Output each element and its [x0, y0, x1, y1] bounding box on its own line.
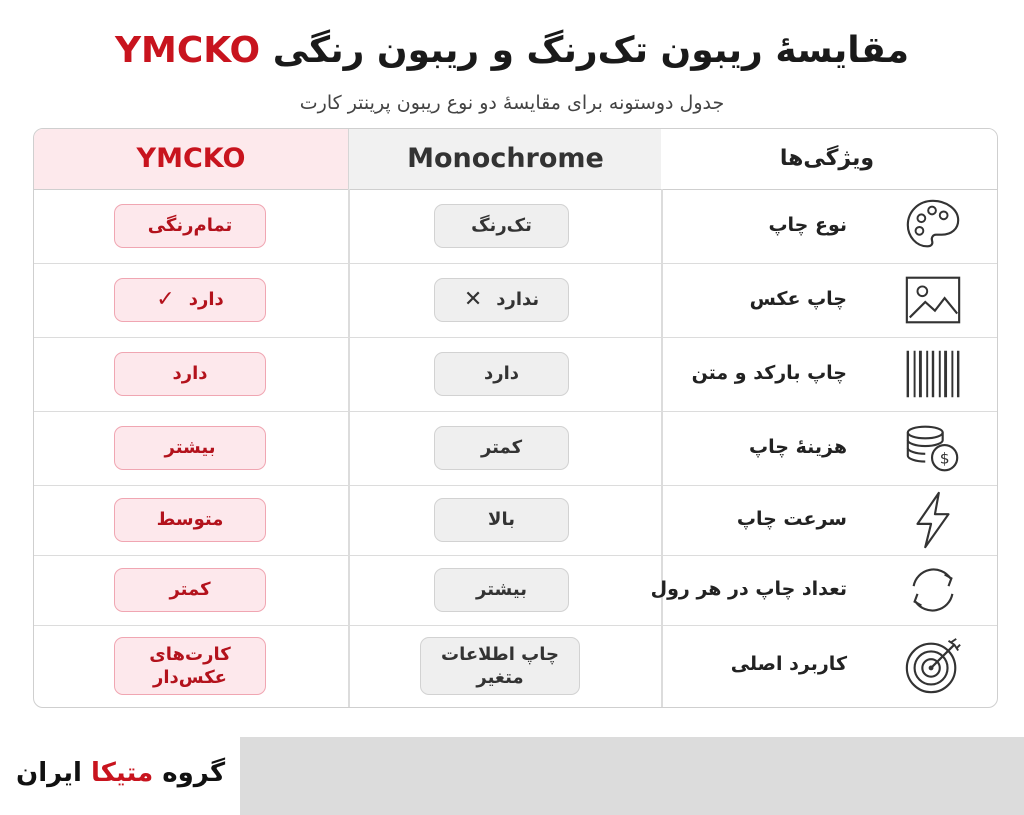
lightning-icon [902, 489, 964, 551]
mono-value [434, 426, 569, 470]
mono-value [434, 352, 569, 396]
ymcko-value-text: متوسط [156, 509, 224, 531]
table-row [34, 485, 997, 556]
logo-prefix: گروه [162, 758, 226, 788]
footer-bar [240, 737, 1024, 815]
ymcko-value [114, 278, 266, 322]
ymcko-value-text: دارد [172, 363, 208, 385]
mono-value-text: کمتر [480, 437, 523, 459]
comparison-table [33, 128, 998, 708]
ymcko-value [114, 498, 266, 542]
ymcko-value-text: بیشتر [164, 437, 216, 459]
coins-icon [902, 417, 964, 479]
logo-accent: متیکا [91, 758, 154, 788]
mono-value-text: چاپ اطلاعات متغیر [440, 643, 560, 688]
column-header-ymcko: YMCKO [34, 129, 348, 190]
title-brand: YMCKO [114, 30, 261, 71]
table-row [34, 337, 997, 412]
target-icon [902, 635, 964, 697]
feature-label: تعداد چاپ در هر رول [650, 578, 847, 600]
table-row [34, 411, 997, 486]
page-title [0, 30, 1024, 71]
mono-value-text: دارد [484, 363, 520, 385]
table-row [34, 555, 997, 626]
feature-label: هزینهٔ چاپ [749, 436, 847, 458]
image-icon [902, 269, 964, 331]
cycle-icon [902, 559, 964, 621]
table-row [34, 263, 997, 338]
feature-label: چاپ عکس [749, 288, 847, 310]
column-header-features [661, 129, 997, 190]
feature-label: نوع چاپ [768, 214, 847, 236]
check-icon: ✓ [156, 286, 175, 312]
ymcko-value [114, 637, 266, 695]
palette-icon [902, 195, 964, 257]
ymcko-value [114, 426, 266, 470]
table-row [34, 625, 997, 707]
ymcko-value-text: تمام‌رنگی [147, 215, 233, 237]
ymcko-value [114, 352, 266, 396]
mono-value-text: بیشتر [476, 579, 527, 601]
mono-value-text: ندارد [496, 289, 540, 311]
barcode-icon [902, 343, 964, 405]
ymcko-value-text: کمتر [169, 579, 211, 601]
column-header-features-label: ویژگی‌ها [779, 146, 874, 171]
page-subtitle: جدول دوستونه برای مقایسهٔ دو نوع ریبون پرینتر کارت [299, 92, 725, 114]
mono-value [434, 204, 569, 248]
mono-value [420, 637, 580, 695]
feature-label: چاپ بارکد و متن [691, 362, 847, 384]
ymcko-value-text: کارت‌های عکس‌دار [149, 643, 231, 688]
cross-icon: ✕ [463, 286, 483, 312]
table-row [34, 189, 997, 264]
mono-value [434, 278, 569, 322]
mono-value-text: بالا [488, 509, 515, 531]
ymcko-value [114, 568, 266, 612]
svg-text:$: $ [939, 449, 950, 468]
ymcko-value-text: دارد [188, 289, 224, 311]
feature-label: کاربرد اصلی [730, 653, 847, 675]
mono-value [434, 498, 569, 542]
feature-label: سرعت چاپ [736, 508, 847, 530]
mono-value-text: تک‌رنگ [471, 215, 532, 237]
logo-suffix: ایران [16, 758, 82, 788]
column-header-monochrome: Monochrome [348, 129, 663, 190]
company-logo [16, 758, 225, 788]
title-main: مقایسهٔ ریبون تک‌رنگ و ریبون رنگی [272, 30, 910, 71]
ymcko-value [114, 204, 266, 248]
mono-value [434, 568, 569, 612]
